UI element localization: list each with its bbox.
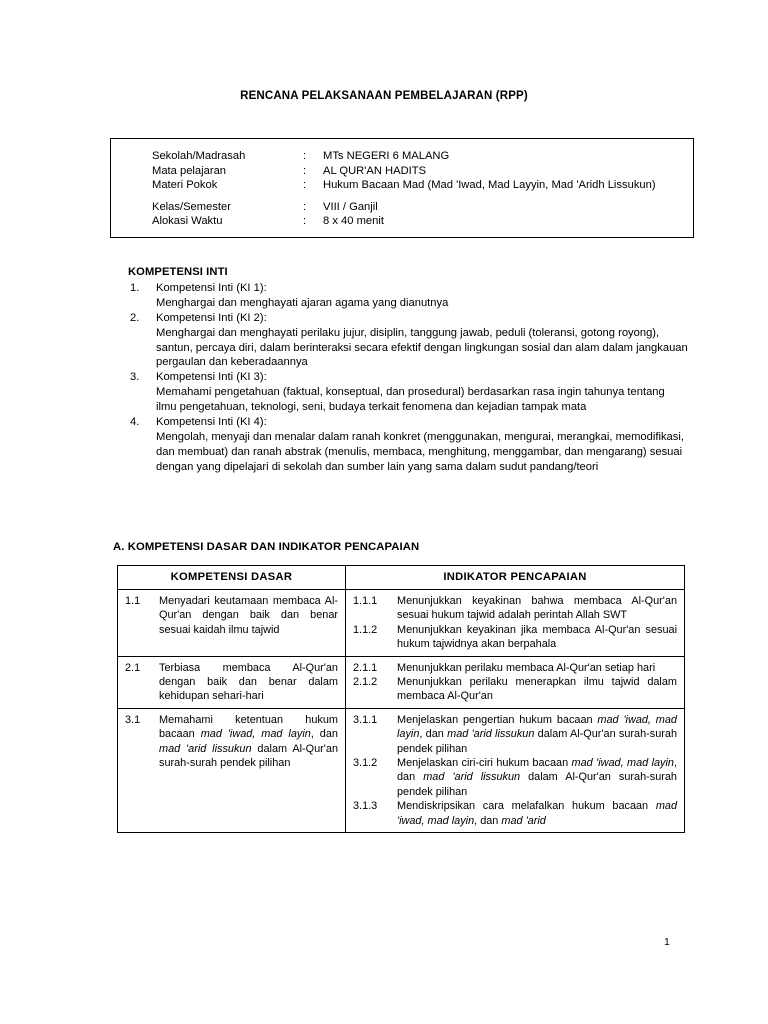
kd-entry-text: Memahami ketentuan hukum bacaan mad 'iwad, mad layin, dan mad 'arid lissukun dalam Al-Qur'an surah-surah pendek pilihan [159, 713, 338, 770]
table-row [118, 590, 685, 657]
identity-colon: : [303, 200, 307, 213]
indikator-entry [353, 675, 677, 704]
indikator-cell [346, 708, 685, 832]
indikator-cell-inner [346, 709, 684, 832]
indikator-entry-code: 1.1.1 [353, 595, 378, 607]
indikator-entry-code: 3.1.3 [353, 800, 378, 813]
kompetensi-inti-body: Memahami pengetahuan (faktual, konseptual, dan prosedural) berdasarkan rasa ingin tahunya tentang ilmu pengetahuan, teknologi, seni, budaya terkait fenomena dan kejadian tampak mata [156, 386, 665, 414]
identity-table [152, 149, 673, 229]
indikator-entry [353, 799, 677, 828]
kompetensi-inti-number: 3. [130, 371, 140, 384]
identity-label: Sekolah/Madrasah [152, 150, 246, 162]
kd-cell-inner [118, 590, 345, 641]
identity-label: Kelas/Semester [152, 200, 231, 213]
identity-spacer-cell [152, 193, 303, 200]
kompetensi-inti-section [128, 265, 688, 475]
identity-table-body [152, 149, 673, 229]
kompetensi-inti-item [128, 311, 688, 371]
kd-entry [125, 594, 338, 637]
kompetensi-inti-title: Kompetensi Inti (KI 1): [156, 281, 267, 294]
identity-row [152, 214, 673, 229]
indikator-entry-code: 2.1.2 [353, 676, 378, 689]
kd-column-header: KOMPETENSI DASAR [118, 566, 346, 590]
kd-cell-inner [118, 709, 345, 775]
identity-value: AL QUR'AN HADITS [323, 164, 427, 177]
identity-value: MTs NEGERI 6 MALANG [323, 150, 450, 162]
kompetensi-inti-number: 1. [130, 281, 140, 294]
indikator-entry-text: Menunjukkan keyakinan jika membaca Al-Qur'an sesuai hukum tajwidnya akan berpahala [397, 623, 677, 651]
table-row [118, 656, 685, 708]
identity-row [152, 149, 673, 164]
identity-row [152, 178, 673, 193]
indikator-entry-text: Menunjukkan keyakinan bahwa membaca Al-Qur'an sesuai hukum tajwid adalah perintah Allah SWT [397, 595, 677, 622]
document-title: RENCANA PELAKSANAAN PEMBELAJARAN (RPP) [240, 90, 528, 102]
kd-entry-text: Terbiasa membaca Al-Qur'an dengan baik dan benar dalam kehidupan sehari-hari [159, 661, 338, 703]
indikator-cell [346, 590, 685, 657]
kd-table-header-row [118, 566, 685, 590]
indikator-entry-text: Menunjukkan perilaku membaca Al-Qur'an setiap hari [397, 661, 656, 674]
indikator-cell-inner [346, 657, 684, 708]
identity-value: 8 x 40 menit [323, 215, 384, 228]
kd-cell [118, 656, 346, 708]
indikator-cell [346, 656, 685, 708]
identity-value: VIII / Ganjil [323, 200, 378, 213]
page-number: 1 [664, 936, 670, 948]
indikator-entry [353, 661, 677, 675]
kompetensi-inti-title: Kompetensi Inti (KI 2): [156, 311, 267, 324]
indikator-entry [353, 756, 677, 799]
indikator-entry-code: 1.1.2 [353, 623, 378, 636]
identity-label: Materi Pokok [152, 179, 218, 192]
kd-table-head [118, 566, 685, 590]
kd-entry-code: 2.1 [125, 661, 141, 674]
kompetensi-inti-heading: KOMPETENSI INTI [128, 266, 228, 278]
kd-entry-code: 3.1 [125, 713, 141, 726]
identity-box [110, 138, 694, 238]
indikator-entry [353, 713, 677, 756]
kompetensi-inti-title: Kompetensi Inti (KI 4): [156, 416, 267, 429]
indikator-entry-text: Menjelaskan pengertian hukum bacaan mad 'iwad, mad layin, dan mad 'arid lissukun dalam Al-Qur'an surah-surah pendek pilihan [397, 713, 677, 755]
identity-label: Mata pelajaran [152, 164, 227, 177]
table-row [118, 708, 685, 832]
identity-spacer-cell [323, 193, 673, 200]
kd-entry [125, 713, 338, 771]
identity-colon: : [303, 179, 307, 192]
kompetensi-inti-title: Kompetensi Inti (KI 3): [156, 371, 267, 384]
kompetensi-inti-number: 2. [130, 311, 140, 324]
kd-cell [118, 708, 346, 832]
indikator-entry-text: Menjelaskan ciri-ciri hukum bacaan mad 'iwad, mad layin, dan mad 'arid lissukun dalam Al-Qur'an surah-surah pendek pilihan [397, 757, 677, 798]
identity-colon: : [303, 150, 307, 162]
indikator-entry-text: Mendiskripsikan cara melafalkan hukum bacaan mad 'iwad, mad layin, dan mad 'arid [397, 800, 677, 827]
kd-entry [125, 661, 338, 704]
indikator-entry-code: 3.1.1 [353, 713, 378, 726]
indikator-entry-text: Menunjukkan perilaku menerapkan ilmu tajwid dalam membaca Al-Qur'an [397, 676, 677, 703]
indikator-entry [353, 623, 677, 652]
kompetensi-inti-number: 4. [130, 416, 140, 429]
identity-colon: : [303, 164, 307, 177]
kompetensi-inti-item [128, 281, 688, 311]
kompetensi-inti-body: Menghargai dan menghayati ajaran agama yang dianutnya [156, 296, 449, 309]
identity-row [152, 200, 673, 215]
identity-value: Hukum Bacaan Mad (Mad 'Iwad, Mad Layyin, Mad 'Aridh Lissukun) [323, 179, 656, 192]
indikator-column-header: INDIKATOR PENCAPAIAN [346, 566, 685, 590]
kompetensi-dasar-table [117, 565, 685, 833]
kd-table-body [118, 590, 685, 833]
kd-entry-text: Menyadari keutamaan membaca Al-Qur'an dengan baik dan benar sesuai kaidah ilmu tajwid [159, 595, 338, 636]
kd-cell-inner [118, 657, 345, 708]
identity-spacer [152, 193, 673, 200]
identity-colon: : [303, 215, 307, 228]
kompetensi-inti-body: Menghargai dan menghayati perilaku jujur, disiplin, tanggung jawab, peduli (toleransi, gotong royong), santun, percaya diri, dalam berinteraksi secara efektif dengan lingkungan sosial dan alam dalam jangkauan pergaulan dan keberadaannya [156, 326, 688, 369]
kd-cell [118, 590, 346, 657]
indikator-entry-code: 2.1.1 [353, 661, 378, 674]
indikator-cell-inner [346, 590, 684, 656]
identity-label: Alokasi Waktu [152, 215, 223, 228]
identity-row [152, 164, 673, 179]
indikator-entry [353, 594, 677, 623]
kompetensi-inti-item [128, 370, 688, 415]
section-a-heading: A. KOMPETENSI DASAR DAN INDIKATOR PENCAPAIAN [113, 541, 420, 553]
kompetensi-inti-body: Mengolah, menyaji dan menalar dalam ranah konkret (menggunakan, mengurai, merangkai, memodifikasi, dan membuat) dan ranah abstrak (menulis, membaca, menghitung, menggambar, dan mengarang) sesuai dengan yang dipelajari di sekolah dan sumber lain yang sama dalam sudut pandang/teori [156, 430, 684, 473]
kompetensi-inti-item [128, 415, 688, 475]
kd-entry-code: 1.1 [125, 595, 141, 607]
indikator-entry-code: 3.1.2 [353, 757, 378, 770]
identity-spacer-cell [303, 193, 323, 200]
